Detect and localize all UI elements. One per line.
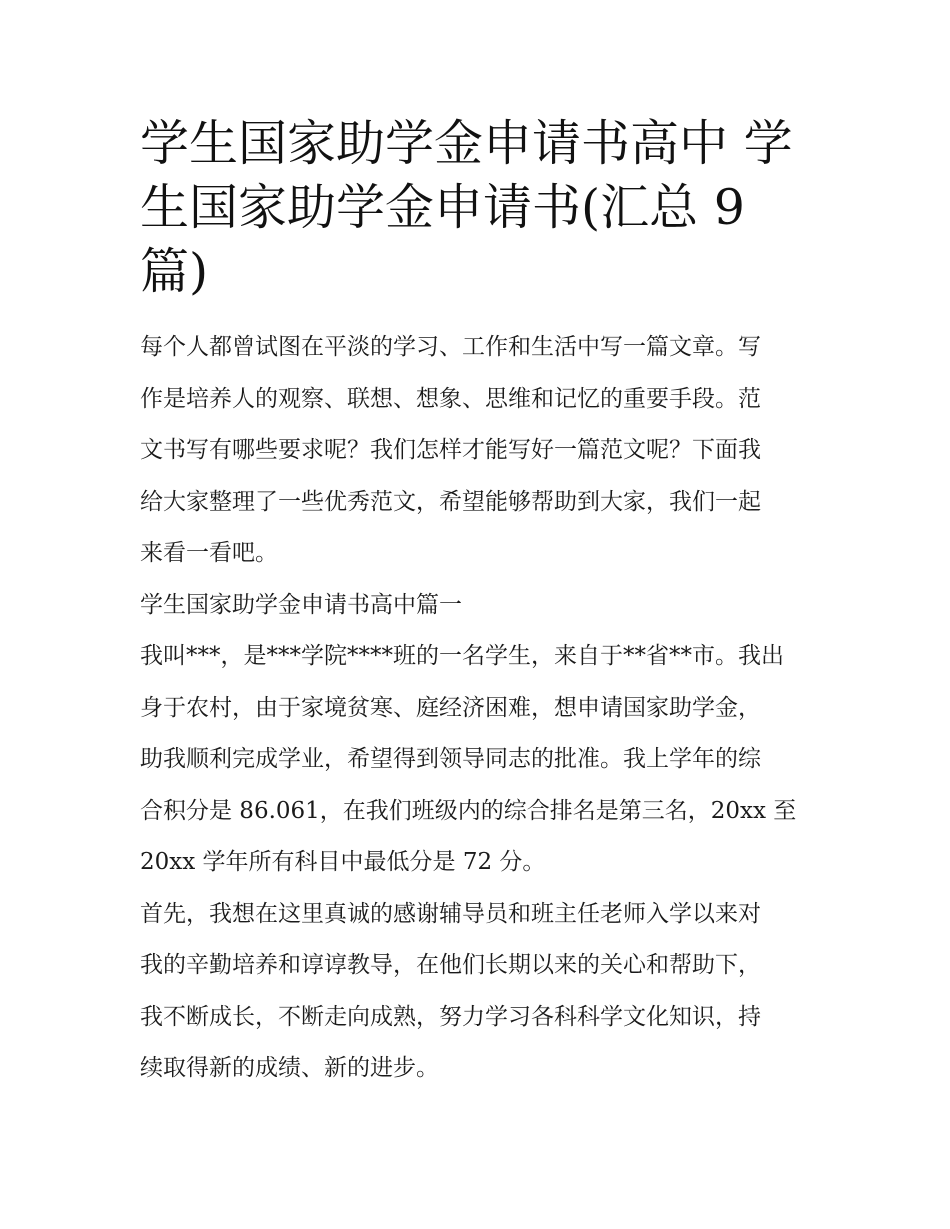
letter-paragraph-line: 合积分是 86.061，在我们班级内的综合排名是第三名，20xx 至 xyxy=(140,797,797,824)
letter-paragraph-line: 助我顺利完成学业，希望得到领导同志的批准。我上学年的综 xyxy=(140,746,761,772)
intro-paragraph-line: 文书写有哪些要求呢？我们怎样才能写好一篇范文呢？下面我 xyxy=(140,437,761,463)
letter-paragraph-line: 身于农村，由于家境贫寒、庭经济困难，想申请国家助学金， xyxy=(140,694,761,721)
intro-paragraph-line: 来看一看吧。 xyxy=(140,540,278,566)
document-body xyxy=(140,322,812,1095)
letter-paragraph-line: 首先，我想在这里真诚的感谢辅导员和班主任老师入学以来对 xyxy=(140,900,761,927)
letter-paragraph-line: 我叫***，是***学院****班的一名学生，来自于**省**市。我出 xyxy=(140,643,784,669)
intro-paragraph-line: 每个人都曾试图在平淡的学习、工作和生活中写一篇文章。写 xyxy=(140,334,761,360)
title-line: 篇) xyxy=(140,243,209,300)
letter-paragraph-line: 我不断成长，不断走向成熟，努力学习各科科学文化知识，持 xyxy=(140,1003,761,1030)
title-line: 生国家助学金申请书(汇总 9 xyxy=(140,179,745,236)
letter-paragraph-line: 20xx 学年所有科目中最低分是 72 分。 xyxy=(140,849,546,875)
document-title xyxy=(140,112,812,304)
intro-paragraph-line: 作是培养人的观察、联想、想象、思维和记忆的重要手段。范 xyxy=(140,385,761,412)
intro-paragraph-line: 给大家整理了一些优秀范文，希望能够帮助到大家，我们一起 xyxy=(140,488,761,515)
document-page xyxy=(140,112,812,1095)
title-line: 学生国家助学金申请书高中 学 xyxy=(140,115,793,172)
letter-paragraph-line: 续取得新的成绩、新的进步。 xyxy=(140,1055,439,1081)
section-heading: 学生国家助学金申请书高中篇一 xyxy=(140,591,462,618)
letter-paragraph-line: 我的辛勤培养和谆谆教导，在他们长期以来的关心和帮助下， xyxy=(140,952,761,978)
